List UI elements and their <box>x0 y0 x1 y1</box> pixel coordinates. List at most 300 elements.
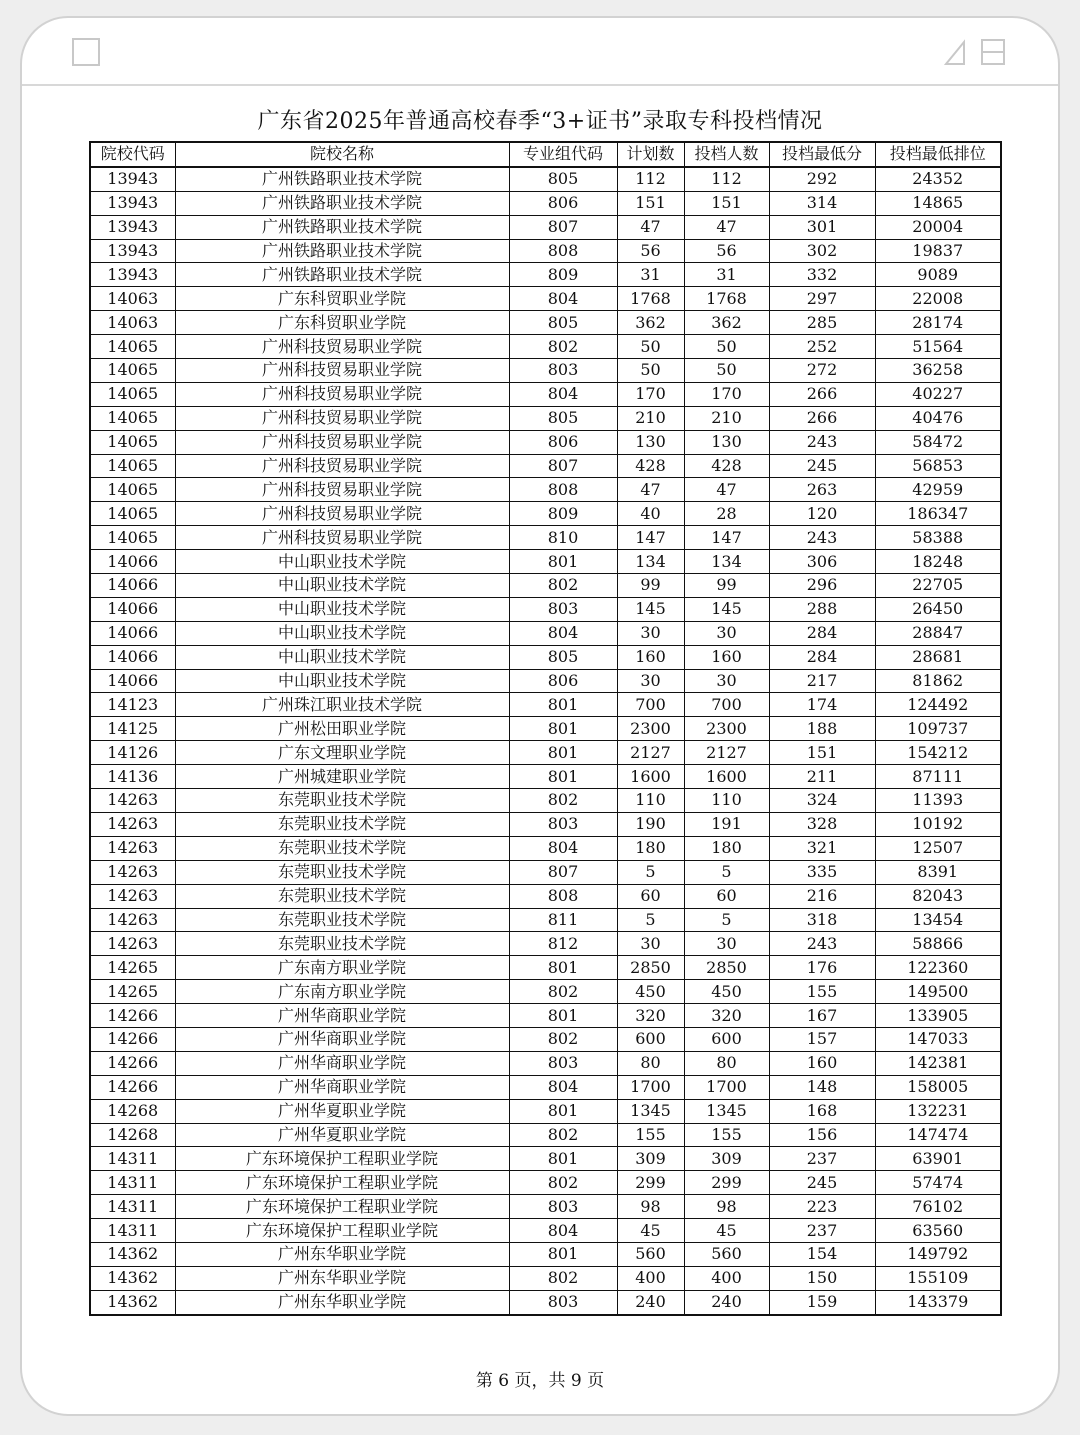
school-name-cell: 东莞职业技术学院 <box>175 789 509 813</box>
admitted-count-cell: 99 <box>684 574 769 598</box>
group-code-cell: 804 <box>509 1219 617 1243</box>
school-code-cell: 14268 <box>90 1099 175 1123</box>
min-rank-cell: 28847 <box>875 621 1001 645</box>
school-name-cell: 广州铁路职业技术学院 <box>175 263 509 287</box>
table-row <box>90 382 1001 406</box>
school-code-cell: 14266 <box>90 1027 175 1051</box>
table-row <box>90 430 1001 454</box>
school-name-cell: 东莞职业技术学院 <box>175 932 509 956</box>
group-code-cell: 808 <box>509 239 617 263</box>
plan-count-cell: 1768 <box>617 287 684 311</box>
rotate-page-icon[interactable] <box>942 36 1012 68</box>
admitted-count-cell: 30 <box>684 669 769 693</box>
school-code-cell: 14065 <box>90 406 175 430</box>
group-code-cell: 801 <box>509 1099 617 1123</box>
school-name-cell: 广东南方职业学院 <box>175 980 509 1004</box>
group-code-cell: 811 <box>509 908 617 932</box>
admitted-count-cell: 112 <box>684 167 769 191</box>
group-code-cell: 803 <box>509 1195 617 1219</box>
admitted-count-cell: 400 <box>684 1266 769 1290</box>
school-name-cell: 广州科技贸易职业学院 <box>175 406 509 430</box>
school-name-cell: 广州科技贸易职业学院 <box>175 526 509 550</box>
plan-count-cell: 134 <box>617 550 684 574</box>
plan-count-cell: 5 <box>617 908 684 932</box>
school-code-cell: 14266 <box>90 1051 175 1075</box>
admitted-count-cell: 151 <box>684 191 769 215</box>
school-code-cell: 14362 <box>90 1266 175 1290</box>
min-rank-cell: 19837 <box>875 239 1001 263</box>
group-code-cell: 801 <box>509 693 617 717</box>
table-row <box>90 597 1001 621</box>
group-code-cell: 801 <box>509 765 617 789</box>
min-rank-cell: 26450 <box>875 597 1001 621</box>
group-code-cell: 810 <box>509 526 617 550</box>
school-code-cell: 14362 <box>90 1242 175 1266</box>
table-row <box>90 526 1001 550</box>
min-score-cell: 150 <box>769 1266 875 1290</box>
min-rank-cell: 58472 <box>875 430 1001 454</box>
school-name-cell: 广东环境保护工程职业学院 <box>175 1195 509 1219</box>
table-body <box>90 167 1001 1315</box>
min-rank-cell: 122360 <box>875 956 1001 980</box>
school-name-cell: 中山职业技术学院 <box>175 621 509 645</box>
admitted-count-cell: 31 <box>684 263 769 287</box>
min-score-cell: 176 <box>769 956 875 980</box>
school-code-cell: 14268 <box>90 1123 175 1147</box>
admitted-count-cell: 28 <box>684 502 769 526</box>
min-rank-cell: 149500 <box>875 980 1001 1004</box>
admitted-count-cell: 5 <box>684 908 769 932</box>
min-rank-cell: 58866 <box>875 932 1001 956</box>
group-code-cell: 802 <box>509 1171 617 1195</box>
school-code-cell: 14066 <box>90 669 175 693</box>
admitted-count-cell: 47 <box>684 215 769 239</box>
table-row <box>90 406 1001 430</box>
plan-count-cell: 428 <box>617 454 684 478</box>
plan-count-cell: 240 <box>617 1290 684 1314</box>
plan-count-cell: 1600 <box>617 765 684 789</box>
table-row <box>90 789 1001 813</box>
group-code-cell: 803 <box>509 1051 617 1075</box>
group-code-cell: 809 <box>509 263 617 287</box>
admitted-count-cell: 60 <box>684 884 769 908</box>
admitted-count-cell: 160 <box>684 645 769 669</box>
admitted-count-cell: 30 <box>684 932 769 956</box>
school-name-cell: 广州华夏职业学院 <box>175 1123 509 1147</box>
min-score-cell: 243 <box>769 932 875 956</box>
min-score-cell: 160 <box>769 1051 875 1075</box>
min-score-cell: 263 <box>769 478 875 502</box>
school-name-cell: 广东南方职业学院 <box>175 956 509 980</box>
plan-count-cell: 2300 <box>617 717 684 741</box>
min-score-cell: 321 <box>769 836 875 860</box>
table-row <box>90 693 1001 717</box>
plan-count-cell: 110 <box>617 789 684 813</box>
school-code-cell: 13943 <box>90 167 175 191</box>
min-rank-cell: 147474 <box>875 1123 1001 1147</box>
admitted-count-cell: 450 <box>684 980 769 1004</box>
plan-count-cell: 60 <box>617 884 684 908</box>
group-code-cell: 808 <box>509 478 617 502</box>
table-header-row <box>90 142 1001 167</box>
page-number: 第 6 页，共 9 页 <box>475 1371 605 1391</box>
table-row <box>90 1171 1001 1195</box>
school-code-cell: 14066 <box>90 645 175 669</box>
min-score-cell: 245 <box>769 1171 875 1195</box>
min-score-cell: 302 <box>769 239 875 263</box>
table-row <box>90 932 1001 956</box>
min-rank-cell: 36258 <box>875 359 1001 383</box>
school-code-cell: 14266 <box>90 1075 175 1099</box>
group-code-cell: 802 <box>509 980 617 1004</box>
min-rank-cell: 124492 <box>875 693 1001 717</box>
min-rank-cell: 158005 <box>875 1075 1001 1099</box>
min-rank-cell: 155109 <box>875 1266 1001 1290</box>
table-row <box>90 215 1001 239</box>
table-row <box>90 263 1001 287</box>
school-code-cell: 14311 <box>90 1195 175 1219</box>
table-row <box>90 191 1001 215</box>
school-code-cell: 14065 <box>90 526 175 550</box>
school-name-cell: 广东环境保护工程职业学院 <box>175 1147 509 1171</box>
min-score-cell: 272 <box>769 359 875 383</box>
table-row <box>90 239 1001 263</box>
table-row <box>90 1242 1001 1266</box>
table-row <box>90 1075 1001 1099</box>
admitted-count-cell: 155 <box>684 1123 769 1147</box>
school-name-cell: 广州华商职业学院 <box>175 1051 509 1075</box>
table-row <box>90 502 1001 526</box>
school-code-cell: 14063 <box>90 287 175 311</box>
plan-count-cell: 170 <box>617 382 684 406</box>
group-code-cell: 804 <box>509 287 617 311</box>
plan-count-cell: 45 <box>617 1219 684 1243</box>
table-row <box>90 311 1001 335</box>
col-admitted: 投档人数 <box>684 142 769 167</box>
school-name-cell: 广东科贸职业学院 <box>175 287 509 311</box>
plan-count-cell: 180 <box>617 836 684 860</box>
school-name-cell: 广州城建职业学院 <box>175 765 509 789</box>
table-row <box>90 1219 1001 1243</box>
plan-count-cell: 1345 <box>617 1099 684 1123</box>
school-name-cell: 广州科技贸易职业学院 <box>175 478 509 502</box>
plan-count-cell: 40 <box>617 502 684 526</box>
school-name-cell: 广州科技贸易职业学院 <box>175 454 509 478</box>
min-rank-cell: 149792 <box>875 1242 1001 1266</box>
admitted-count-cell: 80 <box>684 1051 769 1075</box>
admitted-count-cell: 309 <box>684 1147 769 1171</box>
min-score-cell: 314 <box>769 191 875 215</box>
school-code-cell: 14126 <box>90 741 175 765</box>
min-rank-cell: 58388 <box>875 526 1001 550</box>
school-name-cell: 广州科技贸易职业学院 <box>175 502 509 526</box>
col-school-code: 院校代码 <box>90 142 175 167</box>
plan-count-cell: 400 <box>617 1266 684 1290</box>
min-rank-cell: 133905 <box>875 1004 1001 1028</box>
school-code-cell: 14136 <box>90 765 175 789</box>
school-name-cell: 广州科技贸易职业学院 <box>175 335 509 359</box>
table-row <box>90 1123 1001 1147</box>
min-rank-cell: 40227 <box>875 382 1001 406</box>
min-rank-cell: 42959 <box>875 478 1001 502</box>
document-title: 广东省2025年普通高校春季“3+证书”录取专科投档情况 <box>257 109 823 134</box>
min-rank-cell: 63901 <box>875 1147 1001 1171</box>
admitted-count-cell: 1768 <box>684 287 769 311</box>
admitted-count-cell: 147 <box>684 526 769 550</box>
group-code-cell: 805 <box>509 311 617 335</box>
min-score-cell: 243 <box>769 430 875 454</box>
plan-count-cell: 160 <box>617 645 684 669</box>
table-row <box>90 908 1001 932</box>
school-name-cell: 中山职业技术学院 <box>175 574 509 598</box>
plan-count-cell: 56 <box>617 239 684 263</box>
min-rank-cell: 87111 <box>875 765 1001 789</box>
min-rank-cell: 14865 <box>875 191 1001 215</box>
min-score-cell: 154 <box>769 1242 875 1266</box>
min-rank-cell: 24352 <box>875 167 1001 191</box>
school-code-cell: 13943 <box>90 191 175 215</box>
min-score-cell: 159 <box>769 1290 875 1314</box>
plan-count-cell: 600 <box>617 1027 684 1051</box>
table-row <box>90 669 1001 693</box>
min-score-cell: 216 <box>769 884 875 908</box>
school-code-cell: 14065 <box>90 430 175 454</box>
school-code-cell: 14263 <box>90 860 175 884</box>
group-code-cell: 804 <box>509 621 617 645</box>
col-plan: 计划数 <box>617 142 684 167</box>
group-code-cell: 806 <box>509 191 617 215</box>
school-name-cell: 东莞职业技术学院 <box>175 836 509 860</box>
plan-count-cell: 47 <box>617 478 684 502</box>
min-score-cell: 335 <box>769 860 875 884</box>
min-score-cell: 252 <box>769 335 875 359</box>
admitted-count-cell: 45 <box>684 1219 769 1243</box>
plan-count-cell: 30 <box>617 621 684 645</box>
table-row <box>90 860 1001 884</box>
min-score-cell: 148 <box>769 1075 875 1099</box>
plan-count-cell: 47 <box>617 215 684 239</box>
admitted-count-cell: 1700 <box>684 1075 769 1099</box>
group-code-cell: 804 <box>509 382 617 406</box>
admitted-count-cell: 210 <box>684 406 769 430</box>
group-code-cell: 801 <box>509 741 617 765</box>
plan-count-cell: 50 <box>617 335 684 359</box>
school-name-cell: 东莞职业技术学院 <box>175 884 509 908</box>
table-row <box>90 956 1001 980</box>
plan-count-cell: 99 <box>617 574 684 598</box>
school-name-cell: 广东环境保护工程职业学院 <box>175 1219 509 1243</box>
min-rank-cell: 143379 <box>875 1290 1001 1314</box>
school-code-cell: 14066 <box>90 550 175 574</box>
plan-count-cell: 1700 <box>617 1075 684 1099</box>
min-rank-cell: 109737 <box>875 717 1001 741</box>
school-name-cell: 广州科技贸易职业学院 <box>175 359 509 383</box>
group-code-cell: 803 <box>509 812 617 836</box>
min-rank-cell: 10192 <box>875 812 1001 836</box>
col-school-name: 院校名称 <box>175 142 509 167</box>
table-row <box>90 645 1001 669</box>
plan-count-cell: 130 <box>617 430 684 454</box>
table-row <box>90 884 1001 908</box>
min-score-cell: 237 <box>769 1219 875 1243</box>
plan-count-cell: 50 <box>617 359 684 383</box>
school-name-cell: 中山职业技术学院 <box>175 645 509 669</box>
min-score-cell: 223 <box>769 1195 875 1219</box>
admitted-count-cell: 560 <box>684 1242 769 1266</box>
school-code-cell: 14263 <box>90 932 175 956</box>
admitted-count-cell: 1600 <box>684 765 769 789</box>
table-row <box>90 1147 1001 1171</box>
plan-count-cell: 190 <box>617 812 684 836</box>
admitted-count-cell: 240 <box>684 1290 769 1314</box>
plan-count-cell: 2127 <box>617 741 684 765</box>
min-rank-cell: 154212 <box>875 741 1001 765</box>
min-rank-cell: 76102 <box>875 1195 1001 1219</box>
plan-count-cell: 80 <box>617 1051 684 1075</box>
school-code-cell: 14065 <box>90 454 175 478</box>
school-code-cell: 14311 <box>90 1219 175 1243</box>
min-score-cell: 174 <box>769 693 875 717</box>
plan-count-cell: 31 <box>617 263 684 287</box>
admitted-count-cell: 56 <box>684 239 769 263</box>
min-score-cell: 243 <box>769 526 875 550</box>
admitted-count-cell: 145 <box>684 597 769 621</box>
school-name-cell: 广东环境保护工程职业学院 <box>175 1171 509 1195</box>
min-rank-cell: 147033 <box>875 1027 1001 1051</box>
min-rank-cell: 132231 <box>875 1099 1001 1123</box>
table-row <box>90 836 1001 860</box>
school-code-cell: 14265 <box>90 980 175 1004</box>
table-row <box>90 717 1001 741</box>
school-name-cell: 东莞职业技术学院 <box>175 908 509 932</box>
min-rank-cell: 142381 <box>875 1051 1001 1075</box>
group-code-cell: 812 <box>509 932 617 956</box>
admitted-count-cell: 600 <box>684 1027 769 1051</box>
school-code-cell: 13943 <box>90 215 175 239</box>
group-code-cell: 801 <box>509 717 617 741</box>
group-code-cell: 802 <box>509 574 617 598</box>
min-rank-cell: 81862 <box>875 669 1001 693</box>
min-rank-cell: 13454 <box>875 908 1001 932</box>
plan-count-cell: 700 <box>617 693 684 717</box>
admitted-count-cell: 130 <box>684 430 769 454</box>
plan-count-cell: 151 <box>617 191 684 215</box>
group-code-cell: 802 <box>509 1123 617 1147</box>
group-code-cell: 801 <box>509 956 617 980</box>
school-name-cell: 广州华商职业学院 <box>175 1004 509 1028</box>
admitted-count-cell: 50 <box>684 359 769 383</box>
admitted-count-cell: 47 <box>684 478 769 502</box>
table-row <box>90 980 1001 1004</box>
min-score-cell: 237 <box>769 1147 875 1171</box>
school-name-cell: 广州科技贸易职业学院 <box>175 382 509 406</box>
school-name-cell: 广州铁路职业技术学院 <box>175 167 509 191</box>
plan-count-cell: 30 <box>617 932 684 956</box>
min-rank-cell: 28681 <box>875 645 1001 669</box>
group-code-cell: 802 <box>509 789 617 813</box>
group-code-cell: 807 <box>509 215 617 239</box>
plan-count-cell: 147 <box>617 526 684 550</box>
group-code-cell: 805 <box>509 167 617 191</box>
group-code-cell: 802 <box>509 335 617 359</box>
square-icon[interactable] <box>72 38 100 66</box>
admitted-count-cell: 134 <box>684 550 769 574</box>
plan-count-cell: 112 <box>617 167 684 191</box>
school-code-cell: 14065 <box>90 335 175 359</box>
min-score-cell: 318 <box>769 908 875 932</box>
admitted-count-cell: 110 <box>684 789 769 813</box>
min-rank-cell: 40476 <box>875 406 1001 430</box>
school-code-cell: 14125 <box>90 717 175 741</box>
table-row <box>90 574 1001 598</box>
school-code-cell: 14263 <box>90 789 175 813</box>
admitted-count-cell: 50 <box>684 335 769 359</box>
min-score-cell: 297 <box>769 287 875 311</box>
min-score-cell: 217 <box>769 669 875 693</box>
admitted-count-cell: 170 <box>684 382 769 406</box>
school-code-cell: 13943 <box>90 263 175 287</box>
admitted-count-cell: 428 <box>684 454 769 478</box>
min-score-cell: 188 <box>769 717 875 741</box>
school-name-cell: 广州东华职业学院 <box>175 1242 509 1266</box>
admitted-count-cell: 191 <box>684 812 769 836</box>
school-code-cell: 14065 <box>90 382 175 406</box>
school-code-cell: 14263 <box>90 908 175 932</box>
min-score-cell: 296 <box>769 574 875 598</box>
group-code-cell: 807 <box>509 860 617 884</box>
plan-count-cell: 320 <box>617 1004 684 1028</box>
admitted-count-cell: 362 <box>684 311 769 335</box>
table-row <box>90 1266 1001 1290</box>
school-name-cell: 广州铁路职业技术学院 <box>175 215 509 239</box>
min-rank-cell: 186347 <box>875 502 1001 526</box>
group-code-cell: 805 <box>509 645 617 669</box>
group-code-cell: 801 <box>509 1004 617 1028</box>
table-row <box>90 741 1001 765</box>
min-rank-cell: 22705 <box>875 574 1001 598</box>
col-min-rank: 投档最低排位 <box>875 142 1001 167</box>
school-name-cell: 广州松田职业学院 <box>175 717 509 741</box>
admitted-count-cell: 180 <box>684 836 769 860</box>
school-code-cell: 14362 <box>90 1290 175 1314</box>
table-row <box>90 287 1001 311</box>
school-code-cell: 14311 <box>90 1147 175 1171</box>
admitted-count-cell: 30 <box>684 621 769 645</box>
plan-count-cell: 309 <box>617 1147 684 1171</box>
min-score-cell: 151 <box>769 741 875 765</box>
group-code-cell: 806 <box>509 430 617 454</box>
table-row <box>90 1004 1001 1028</box>
school-code-cell: 14065 <box>90 478 175 502</box>
table-row <box>90 1027 1001 1051</box>
min-score-cell: 288 <box>769 597 875 621</box>
plan-count-cell: 5 <box>617 860 684 884</box>
plan-count-cell: 2850 <box>617 956 684 980</box>
group-code-cell: 803 <box>509 597 617 621</box>
min-score-cell: 324 <box>769 789 875 813</box>
min-rank-cell: 63560 <box>875 1219 1001 1243</box>
table-row <box>90 765 1001 789</box>
school-code-cell: 14063 <box>90 311 175 335</box>
min-rank-cell: 8391 <box>875 860 1001 884</box>
min-rank-cell: 9089 <box>875 263 1001 287</box>
group-code-cell: 804 <box>509 1075 617 1099</box>
table-row <box>90 621 1001 645</box>
table-row <box>90 1099 1001 1123</box>
school-code-cell: 14263 <box>90 812 175 836</box>
plan-count-cell: 299 <box>617 1171 684 1195</box>
school-code-cell: 14311 <box>90 1171 175 1195</box>
